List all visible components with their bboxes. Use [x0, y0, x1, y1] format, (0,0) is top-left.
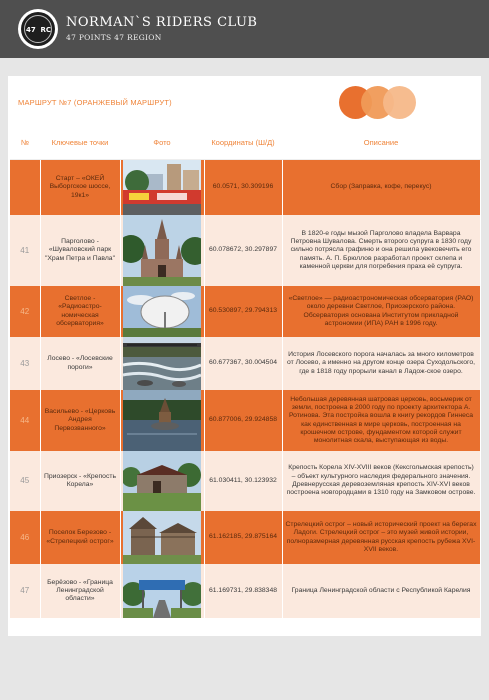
table-row — [10, 160, 480, 216]
route-sheet — [8, 76, 481, 636]
column-header-number: № — [10, 126, 40, 160]
route-table — [10, 126, 481, 618]
row-description: Небольшая деревянная шатровая церковь, восьмерик от земли, построена в 2000 году по проекту архитектора А. Ротинова. Эта постройка вошла в книгу рекордов Гиннеса как единственная в мире церковь, построенная на крошечном острове, фундаментом которой служит монолитная скала, выступающая из воды. — [282, 390, 480, 451]
row-description: Граница Ленинградской области с Республикой Карелия — [282, 564, 480, 618]
club-logo — [18, 9, 58, 49]
row-photo — [120, 286, 204, 337]
row-description: «Светлое» — радиоастрономическая обсерватория (РАО) около деревни Светлое, Приозерского района. Обсерватория основана Институтом прикладной астрономии (ИПА) РАН в 1996 году. — [282, 286, 480, 337]
page-header — [0, 0, 489, 58]
row-coords: 60.530897, 29.794313 — [204, 286, 282, 337]
church-photo-icon — [123, 215, 201, 286]
row-point: Старт – «ОКЕЙ Выборгское шоссе, 19к1» — [40, 160, 120, 216]
row-coords: 60.078672, 30.297897 — [204, 215, 282, 286]
row-number: 42 — [10, 286, 40, 337]
row-photo — [120, 390, 204, 451]
row-point: Парголово - «Шуваловский парк "Храм Петра и Павла" — [40, 215, 120, 286]
row-coords: 60.677367, 30.004504 — [204, 337, 282, 390]
row-photo — [120, 160, 204, 216]
radio-telescope-photo-icon — [123, 286, 201, 337]
table-row — [10, 215, 480, 286]
table-row — [10, 511, 480, 564]
river-rapids-photo-icon — [123, 337, 201, 390]
row-number: 44 — [10, 390, 40, 451]
table-row — [10, 564, 480, 618]
table-row — [10, 337, 480, 390]
row-point: Васильево - «Церковь Андрея Первозванного» — [40, 390, 120, 451]
row-point: Светлое - «Радиоастро-номическая обсерватория» — [40, 286, 120, 337]
club-subtitle: 47 POINTS 47 REGION — [66, 33, 162, 42]
row-point: Лосево - «Лосевские пороги» — [40, 337, 120, 390]
row-number — [10, 160, 40, 216]
row-description: Крепость Корела XIV-XVIII веков (Кексгольмская крепость) – объект культурного наследия федерального значения. Древнерусская деревоземляная крепость XIV-XVI веков построена новгородцами в 1310 году на Замковом острове. — [282, 451, 480, 511]
table-row — [10, 286, 480, 337]
decorative-circles — [339, 86, 449, 120]
column-header-description: Описание — [282, 126, 480, 160]
club-title: NORMAN`S RIDERS CLUB — [66, 15, 258, 30]
wooden-fort-photo-icon — [123, 511, 201, 564]
row-number: 43 — [10, 337, 40, 390]
table-row — [10, 390, 480, 451]
row-point: Поселок Березово - «Стрелецкий острог» — [40, 511, 120, 564]
row-number: 41 — [10, 215, 40, 286]
road-sign-photo-icon — [123, 564, 201, 618]
row-description: Стрелецкий острог – новый исторический проект на берегах Ладоги. Стрелецкий острог – это музей живой истории, полноразмерная деревянная русская крепость рубежа XVI-XVII веков. — [282, 511, 480, 564]
row-coords: 61.169731, 29.838348 — [204, 564, 282, 618]
island-church-photo-icon — [123, 390, 201, 451]
table-row — [10, 451, 480, 511]
table-header-row — [10, 126, 480, 160]
logo-text-right: RC — [40, 26, 51, 34]
logo-text-left: 47 — [26, 26, 36, 34]
row-photo — [120, 451, 204, 511]
row-point: Берёзово - «Граница Ленинградской области» — [40, 564, 120, 618]
column-header-point: Ключевые точки — [40, 126, 120, 160]
row-coords: 60.0571, 30.309196 — [204, 160, 282, 216]
row-number: 46 — [10, 511, 40, 564]
row-description: В 1820-е годы мызой Парголово владела Варвара Петровна Шувалова. Смерть второго супруга в 1830 году сильно потрясла графиню и она решила увековечить его память. А. П. Брюллов разработал проект склепа и каменной церкви для погребения праха её супруга. — [282, 215, 480, 286]
column-header-coords: Координаты (Ш/Д) — [204, 126, 282, 160]
row-photo — [120, 337, 204, 390]
row-number: 47 — [10, 564, 40, 618]
row-coords: 61.030411, 30.123932 — [204, 451, 282, 511]
fortress-photo-icon — [123, 451, 201, 511]
row-photo — [120, 564, 204, 618]
supermarket-photo-icon — [123, 160, 201, 215]
row-coords: 61.162185, 29.875164 — [204, 511, 282, 564]
circle-light-orange — [383, 86, 416, 119]
row-description: Сбор (Заправка, кофе, перекус) — [282, 160, 480, 216]
row-point: Приозерск - «Крепость Корела» — [40, 451, 120, 511]
route-title: МАРШРУТ №7 (ОРАНЖЕВЫЙ МАРШРУТ) — [18, 98, 172, 107]
row-photo — [120, 511, 204, 564]
row-description: История Лосевского порога началась за много километров от Лосево, а именно на другом конце озера Суходольского, где в 1818 году прорыли канал в Ладож-ское озеро. — [282, 337, 480, 390]
row-coords: 60.877006, 29.924858 — [204, 390, 282, 451]
row-number: 45 — [10, 451, 40, 511]
row-photo — [120, 215, 204, 286]
column-header-photo: Фото — [120, 126, 204, 160]
